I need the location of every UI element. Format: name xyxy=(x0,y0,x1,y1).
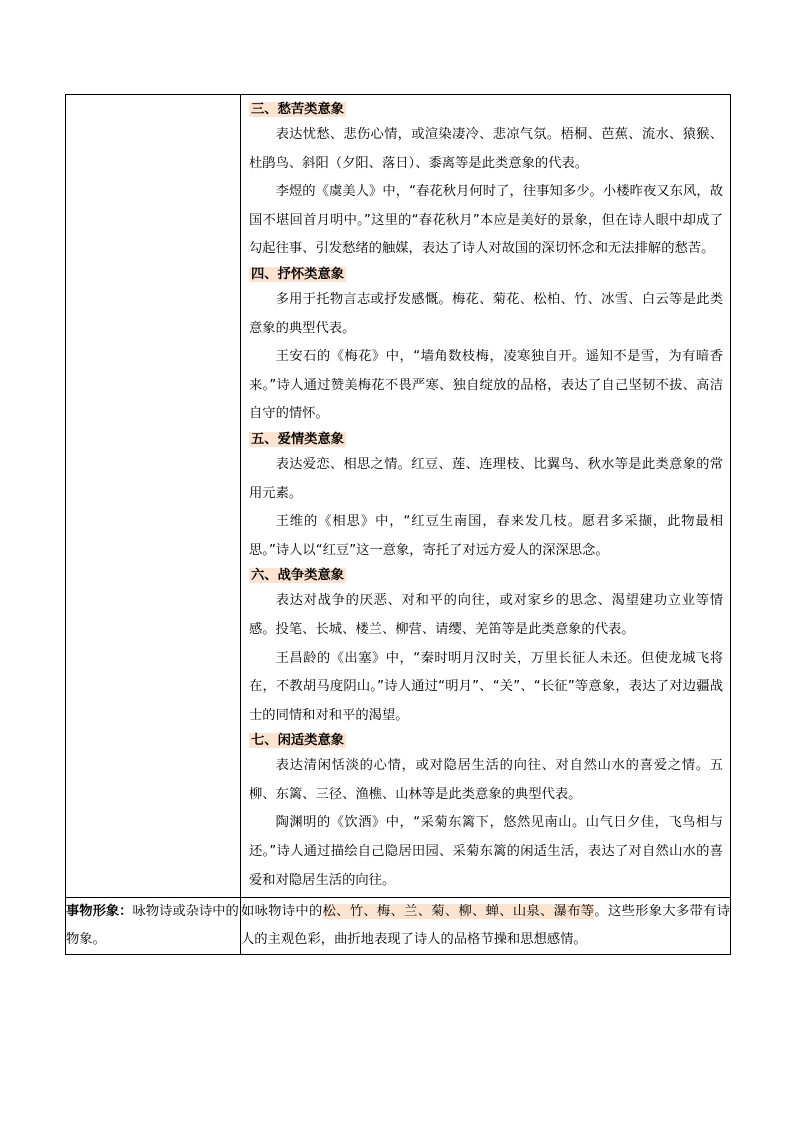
section-paragraph: 王昌龄的《出塞》中，“秦时明月汉时关，万里长征人未还。但使龙城飞将在，不教胡马度阴山。”诗人通过“明月”、“关”、“长征”等意象，表达了对边疆战士的同情和对和平的渴望。 xyxy=(249,650,723,723)
section-leisure xyxy=(249,730,723,895)
section-paragraph: 王安石的《梅花》中，“墙角数枝梅，凌寒独自开。遥知不是雪，为有暗香来。”诗人通过赞美梅花不畏严寒、独自绽放的品格，表达了自己坚韧不拔、高洁自守的情怀。 xyxy=(249,349,723,422)
section-paragraph: 表达爱恋、相思之情。红豆、莲、连理枝、比翼鸟、秋水等是此类意象的常用元素。 xyxy=(249,456,723,501)
section-heading: 三、愁苦类意象 xyxy=(251,102,345,117)
object-label-desc: 咏物诗或杂诗中的物象。 xyxy=(66,904,239,948)
section-paragraph: 表达忧愁、悲伤心情，或渲染凄冷、悲凉气氛。梧桐、芭蕉、流水、猿猴、杜鹃鸟、斜阳（夕阳、落日）、黍离等是此类意象的代表。 xyxy=(249,127,723,171)
section-aspiration xyxy=(249,264,723,429)
object-desc-cell xyxy=(241,898,731,955)
object-label-cell xyxy=(66,898,241,955)
left-cell-empty xyxy=(66,95,241,898)
section-paragraph: 多用于托物言志或抒发感慨。梅花、菊花、松柏、竹、冰雪、白云等是此类意象的典型代表。 xyxy=(249,291,723,336)
section-war xyxy=(249,565,723,730)
imagery-cell xyxy=(241,95,731,898)
section-heading: 四、抒怀类意象 xyxy=(251,266,345,282)
section-paragraph: 表达清闲恬淡的心情，或对隐居生活的向往、对自然山水的喜爱之情。五柳、东篱、三径、渔樵、山林等是此类意象的典型代表。 xyxy=(249,758,723,802)
section-paragraph: 王维的《相思》中，“红豆生南国，春来发几枝。愿君多采撷，此物最相思。”诗人以“红豆”这一意象，寄托了对远方爱人的深深思念。 xyxy=(249,514,723,558)
section-heading: 七、闲适类意象 xyxy=(251,733,345,749)
section-sorrow xyxy=(249,99,723,264)
section-heading: 五、爱情类意象 xyxy=(251,431,345,447)
content-table xyxy=(65,94,731,955)
object-image-row xyxy=(66,898,731,955)
object-desc-prefix: 如咏物诗中的 xyxy=(241,904,323,920)
section-heading: 六、战争类意象 xyxy=(251,568,345,584)
section-paragraph: 表达对战争的厌恶、对和平的向往，或对家乡的思念、渴望建功立业等情感。投笔、长城、楼兰、柳营、请缨、羌笛等是此类意象的代表。 xyxy=(249,593,723,637)
section-paragraph: 李煜的《虞美人》中，“春花秋月何时了，往事知多少。小楼昨夜又东风，故国不堪回首月明中。”这里的“春花秋月”本应是美好的景象，但在诗人眼中却成了勾起往事、引发愁绪的触媒，表达了诗人对故国的深切怀念和无法排解的愁苦。 xyxy=(249,184,723,257)
imagery-row xyxy=(66,95,731,898)
object-label: 事物形象： xyxy=(66,904,133,920)
object-items: 松、竹、梅、兰、菊、柳、蝉、山泉、瀑布等 xyxy=(322,904,595,920)
object-desc-suffix: 。这些形象大多带有诗人的主观色彩，曲折地表现了诗人的品格节操和思想感情。 xyxy=(241,904,731,948)
section-love xyxy=(249,429,723,565)
section-paragraph: 陶渊明的《饮酒》中，“采菊东篱下，悠然见南山。山气日夕佳，飞鸟相与还。”诗人通过描绘自己隐居田园、采菊东篱的闲适生活，表达了对自然山水的喜爱和对隐居生活的向往。 xyxy=(249,815,723,888)
